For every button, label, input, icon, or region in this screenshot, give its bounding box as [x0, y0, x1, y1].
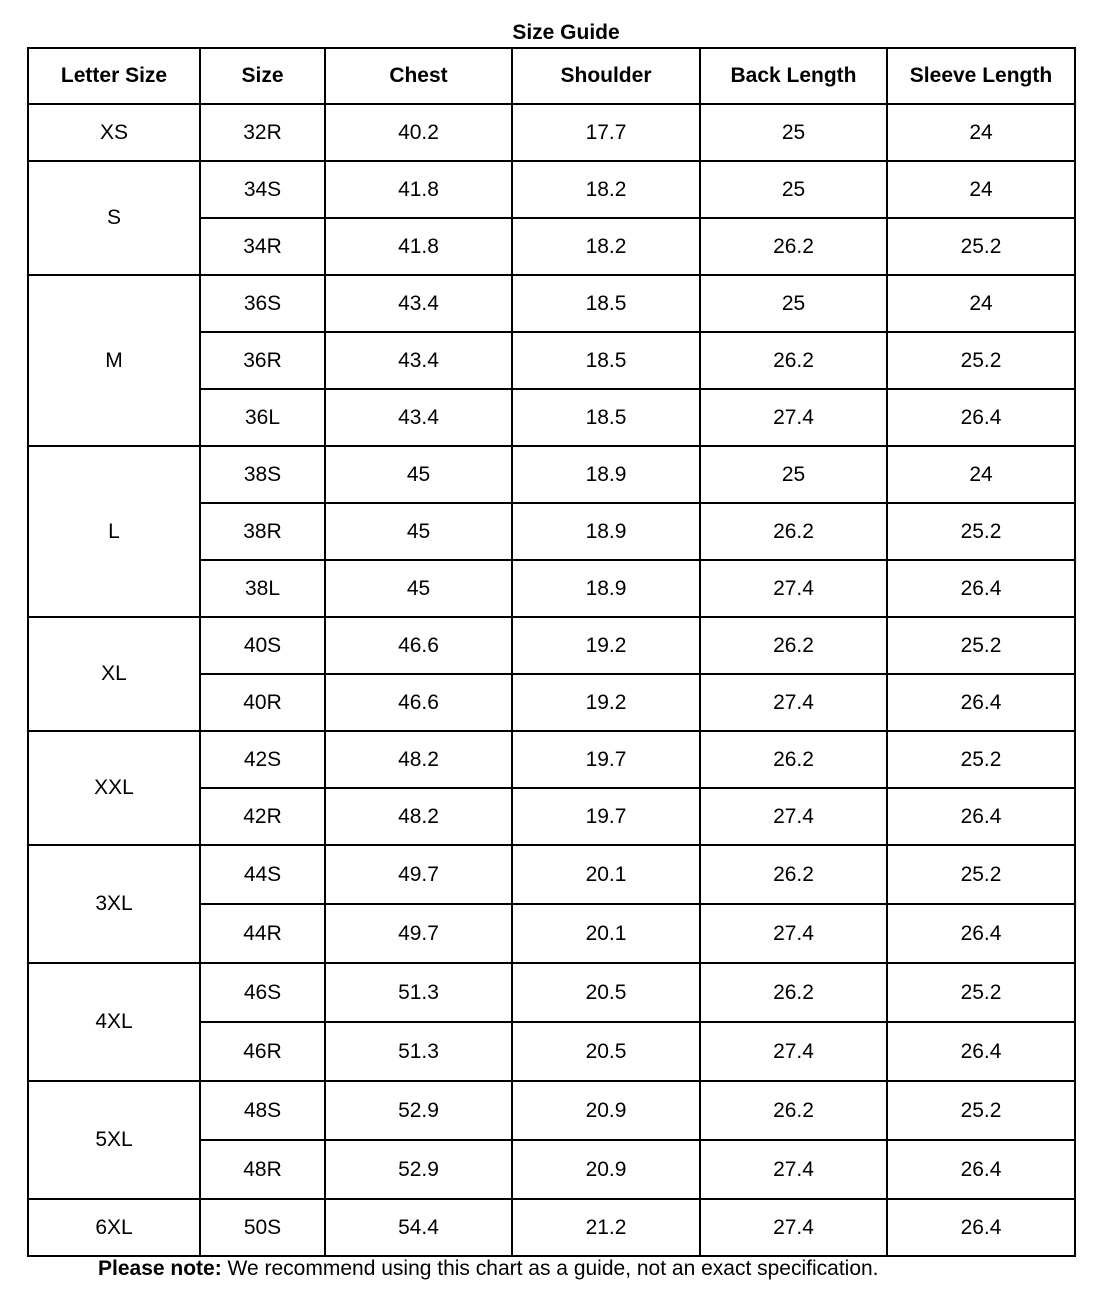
- letter-size-cell: 6XL: [28, 1199, 200, 1256]
- chest-cell: 45: [325, 503, 512, 560]
- size-cell: 40R: [200, 674, 325, 731]
- size-guide-table: [27, 47, 1076, 1257]
- letter-size-cell: 3XL: [28, 845, 200, 963]
- size-cell: 38S: [200, 446, 325, 503]
- back-length-cell: 25: [700, 104, 887, 161]
- sleeve-length-cell: 24: [887, 446, 1075, 503]
- table-row: [28, 845, 1075, 904]
- shoulder-cell: 18.9: [512, 446, 700, 503]
- table-row: [28, 104, 1075, 161]
- table-row: [28, 446, 1075, 503]
- table-row: [28, 1081, 1075, 1140]
- chest-cell: 49.7: [325, 845, 512, 904]
- size-cell: 46R: [200, 1022, 325, 1081]
- chest-cell: 46.6: [325, 617, 512, 674]
- letter-size-cell: 4XL: [28, 963, 200, 1081]
- size-cell: 48S: [200, 1081, 325, 1140]
- sleeve-length-cell: 26.4: [887, 788, 1075, 845]
- sleeve-length-cell: 26.4: [887, 1140, 1075, 1199]
- table-row: [28, 275, 1075, 332]
- back-length-cell: 26.2: [700, 963, 887, 1022]
- back-length-cell: 26.2: [700, 845, 887, 904]
- shoulder-cell: 21.2: [512, 1199, 700, 1256]
- chest-cell: 51.3: [325, 963, 512, 1022]
- shoulder-cell: 19.7: [512, 788, 700, 845]
- back-length-cell: 25: [700, 161, 887, 218]
- chest-cell: 51.3: [325, 1022, 512, 1081]
- shoulder-cell: 18.9: [512, 560, 700, 617]
- chest-cell: 48.2: [325, 788, 512, 845]
- shoulder-cell: 20.1: [512, 845, 700, 904]
- chest-cell: 52.9: [325, 1081, 512, 1140]
- sleeve-length-cell: 26.4: [887, 674, 1075, 731]
- back-length-cell: 27.4: [700, 1199, 887, 1256]
- shoulder-cell: 18.2: [512, 218, 700, 275]
- header-row: [28, 48, 1075, 104]
- shoulder-cell: 19.2: [512, 617, 700, 674]
- chest-cell: 45: [325, 560, 512, 617]
- back-length-cell: 27.4: [700, 560, 887, 617]
- back-length-cell: 27.4: [700, 389, 887, 446]
- size-guide-body: [28, 104, 1075, 1256]
- back-length-cell: 26.2: [700, 617, 887, 674]
- column-header-chest: Chest: [325, 48, 512, 104]
- shoulder-cell: 18.9: [512, 503, 700, 560]
- letter-size-cell: XS: [28, 104, 200, 161]
- back-length-cell: 26.2: [700, 218, 887, 275]
- back-length-cell: 26.2: [700, 503, 887, 560]
- sleeve-length-cell: 25.2: [887, 218, 1075, 275]
- size-cell: 36L: [200, 389, 325, 446]
- shoulder-cell: 17.7: [512, 104, 700, 161]
- shoulder-cell: 19.7: [512, 731, 700, 788]
- shoulder-cell: 18.5: [512, 389, 700, 446]
- shoulder-cell: 18.2: [512, 161, 700, 218]
- column-header-back-length: Back Length: [700, 48, 887, 104]
- chest-cell: 54.4: [325, 1199, 512, 1256]
- shoulder-cell: 18.5: [512, 275, 700, 332]
- size-cell: 36R: [200, 332, 325, 389]
- size-cell: 34S: [200, 161, 325, 218]
- sleeve-length-cell: 25.2: [887, 963, 1075, 1022]
- chest-cell: 43.4: [325, 275, 512, 332]
- column-header-size: Size: [200, 48, 325, 104]
- page-title: Size Guide: [512, 21, 620, 44]
- shoulder-cell: 19.2: [512, 674, 700, 731]
- back-length-cell: 25: [700, 275, 887, 332]
- sleeve-length-cell: 24: [887, 161, 1075, 218]
- size-cell: 48R: [200, 1140, 325, 1199]
- sleeve-length-cell: 26.4: [887, 1199, 1075, 1256]
- letter-size-cell: 5XL: [28, 1081, 200, 1199]
- footnote: [98, 1256, 879, 1282]
- size-cell: 42S: [200, 731, 325, 788]
- size-cell: 50S: [200, 1199, 325, 1256]
- sleeve-length-cell: 25.2: [887, 503, 1075, 560]
- sleeve-length-cell: 25.2: [887, 1081, 1075, 1140]
- chest-cell: 52.9: [325, 1140, 512, 1199]
- sleeve-length-cell: 25.2: [887, 332, 1075, 389]
- back-length-cell: 27.4: [700, 788, 887, 845]
- letter-size-cell: M: [28, 275, 200, 446]
- sleeve-length-cell: 26.4: [887, 389, 1075, 446]
- table-row: [28, 1199, 1075, 1256]
- back-length-cell: 26.2: [700, 1081, 887, 1140]
- sleeve-length-cell: 24: [887, 275, 1075, 332]
- back-length-cell: 27.4: [700, 904, 887, 963]
- back-length-cell: 27.4: [700, 1022, 887, 1081]
- table-row: [28, 161, 1075, 218]
- shoulder-cell: 20.9: [512, 1140, 700, 1199]
- sleeve-length-cell: 25.2: [887, 617, 1075, 674]
- size-cell: 34R: [200, 218, 325, 275]
- shoulder-cell: 18.5: [512, 332, 700, 389]
- back-length-cell: 26.2: [700, 731, 887, 788]
- back-length-cell: 27.4: [700, 674, 887, 731]
- size-cell: 32R: [200, 104, 325, 161]
- letter-size-cell: L: [28, 446, 200, 617]
- size-cell: 44S: [200, 845, 325, 904]
- sleeve-length-cell: 25.2: [887, 731, 1075, 788]
- sleeve-length-cell: 26.4: [887, 904, 1075, 963]
- size-cell: 38L: [200, 560, 325, 617]
- chest-cell: 43.4: [325, 332, 512, 389]
- chest-cell: 40.2: [325, 104, 512, 161]
- chest-cell: 43.4: [325, 389, 512, 446]
- size-cell: 44R: [200, 904, 325, 963]
- column-header-sleeve-length: Sleeve Length: [887, 48, 1075, 104]
- letter-size-cell: XXL: [28, 731, 200, 845]
- size-cell: 38R: [200, 503, 325, 560]
- chest-cell: 41.8: [325, 161, 512, 218]
- footnote-text: We recommend using this chart as a guide, not an exact specification.: [221, 1257, 879, 1280]
- size-cell: 46S: [200, 963, 325, 1022]
- size-cell: 36S: [200, 275, 325, 332]
- shoulder-cell: 20.9: [512, 1081, 700, 1140]
- sleeve-length-cell: 25.2: [887, 845, 1075, 904]
- sleeve-length-cell: 24: [887, 104, 1075, 161]
- shoulder-cell: 20.5: [512, 963, 700, 1022]
- back-length-cell: 25: [700, 446, 887, 503]
- letter-size-cell: S: [28, 161, 200, 275]
- sleeve-length-cell: 26.4: [887, 1022, 1075, 1081]
- shoulder-cell: 20.1: [512, 904, 700, 963]
- column-header-letter-size: Letter Size: [28, 48, 200, 104]
- back-length-cell: 26.2: [700, 332, 887, 389]
- chest-cell: 48.2: [325, 731, 512, 788]
- shoulder-cell: 20.5: [512, 1022, 700, 1081]
- chest-cell: 49.7: [325, 904, 512, 963]
- table-row: [28, 731, 1075, 788]
- column-header-shoulder: Shoulder: [512, 48, 700, 104]
- chest-cell: 45: [325, 446, 512, 503]
- table-row: [28, 963, 1075, 1022]
- chest-cell: 41.8: [325, 218, 512, 275]
- letter-size-cell: XL: [28, 617, 200, 731]
- size-cell: 42R: [200, 788, 325, 845]
- size-cell: 40S: [200, 617, 325, 674]
- footnote-label: Please note:: [98, 1257, 222, 1280]
- sleeve-length-cell: 26.4: [887, 560, 1075, 617]
- chest-cell: 46.6: [325, 674, 512, 731]
- back-length-cell: 27.4: [700, 1140, 887, 1199]
- table-row: [28, 617, 1075, 674]
